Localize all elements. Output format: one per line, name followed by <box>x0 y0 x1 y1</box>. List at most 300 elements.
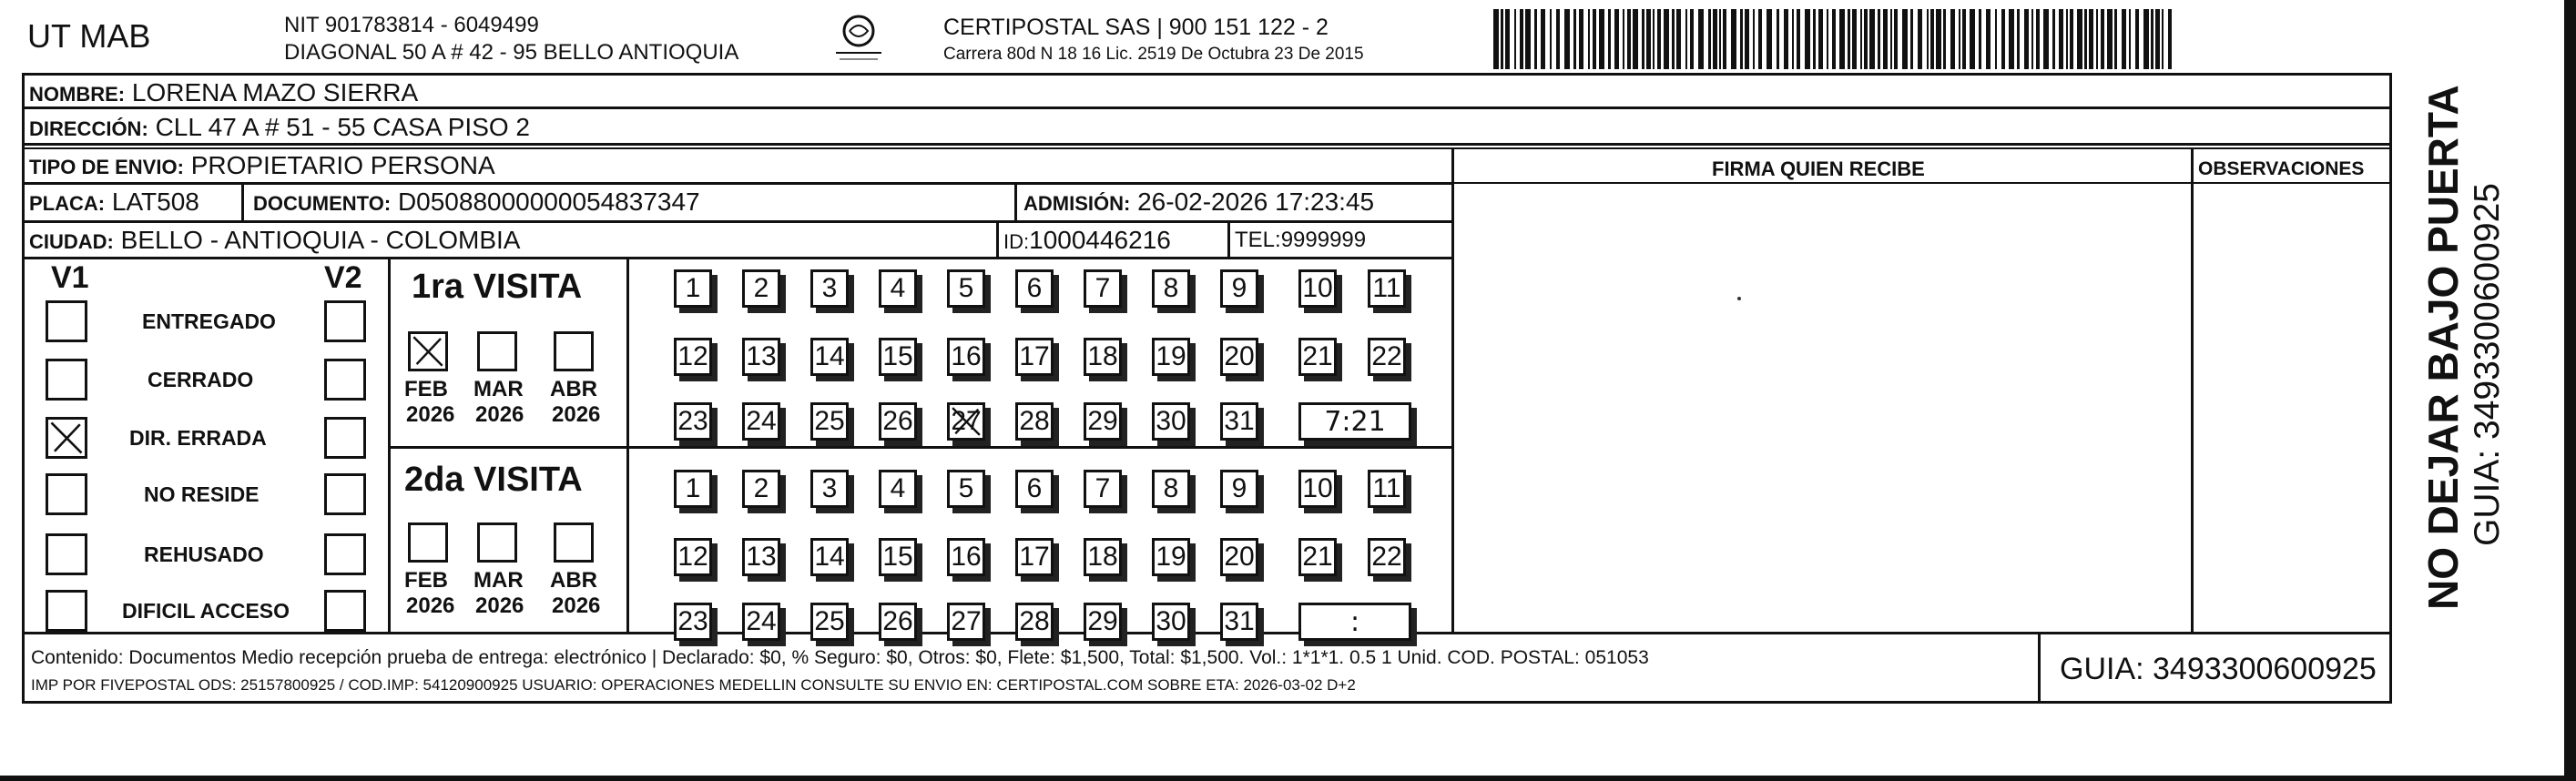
month-label: ABR <box>550 377 597 401</box>
day-box[interactable] <box>742 402 780 441</box>
day-number: 30 <box>1156 606 1186 636</box>
day-box[interactable] <box>742 470 780 508</box>
observaciones-header: OBSERVACIONES <box>2198 158 2365 179</box>
barcode-bar <box>2107 9 2113 69</box>
v1-checkbox[interactable] <box>46 473 87 515</box>
barcode-bar <box>1501 9 1503 69</box>
signature-dot <box>1737 297 1741 300</box>
barcode-bar <box>2052 9 2055 69</box>
barcode-bar <box>1646 9 1651 69</box>
day-box[interactable] <box>1368 269 1406 308</box>
day-number: 20 <box>1224 542 1255 572</box>
day-number: 1 <box>685 273 701 303</box>
barcode-bar <box>1869 9 1875 69</box>
day-box[interactable] <box>1298 470 1337 508</box>
month-checkbox-abr[interactable] <box>554 522 594 563</box>
day-number: 9 <box>1231 273 1247 303</box>
day-box[interactable] <box>1015 402 1054 441</box>
day-box[interactable] <box>1220 402 1258 441</box>
barcode-bar <box>1883 9 1888 69</box>
day-number: 15 <box>882 542 913 572</box>
barcode-bar <box>1550 9 1552 69</box>
barcode-bar <box>2036 9 2040 69</box>
observaciones-area[interactable] <box>2194 185 2388 631</box>
ciudad-label: CIUDAD: <box>29 230 114 253</box>
day-number: 26 <box>882 606 913 636</box>
barcode-bar <box>1878 9 1880 69</box>
day-number: 23 <box>677 606 708 636</box>
day-box[interactable] <box>947 470 985 508</box>
day-box[interactable] <box>947 269 985 308</box>
day-number: 9 <box>1231 473 1247 503</box>
day-box[interactable] <box>879 470 917 508</box>
barcode-bar <box>1805 9 1810 69</box>
month-label: MAR <box>473 377 524 401</box>
month-label: FEB <box>404 568 448 593</box>
day-number: 8 <box>1163 273 1179 303</box>
barcode-bar <box>1839 9 1845 69</box>
day-number: 7 <box>1095 273 1111 303</box>
barcode-bar <box>1832 9 1836 69</box>
barcode-bar <box>1599 9 1604 69</box>
day-box[interactable] <box>1220 470 1258 508</box>
day-number: 13 <box>746 542 777 572</box>
day-number: 11 <box>1372 473 1401 503</box>
day-box[interactable] <box>1368 538 1406 576</box>
footer-guia: GUIA: 3493300600925 <box>2060 652 2377 686</box>
placa-value: LAT508 <box>111 188 199 216</box>
barcode-bar <box>1758 9 1762 69</box>
v1-checkbox[interactable] <box>46 359 87 401</box>
day-box[interactable] <box>810 538 849 576</box>
barcode-bar <box>1708 9 1711 69</box>
barcode-bar <box>1505 9 1510 69</box>
day-box[interactable] <box>810 269 849 308</box>
day-number: 19 <box>1156 341 1186 371</box>
day-box[interactable] <box>947 338 985 376</box>
day-number: 5 <box>958 473 974 503</box>
id-value: 1000446216 <box>1029 226 1171 254</box>
day-box[interactable] <box>1220 269 1258 308</box>
day-number: 11 <box>1372 273 1401 303</box>
day-number: 29 <box>1087 606 1118 636</box>
day-box[interactable] <box>879 402 917 441</box>
placa-label: PLACA: <box>29 192 106 215</box>
barcode-bar <box>1813 9 1816 69</box>
status-label: CERRADO <box>148 368 254 391</box>
company-nit: NIT 901783814 - 6049499 <box>284 13 539 37</box>
day-box[interactable] <box>1298 538 1337 576</box>
admision-value: 26-02-2026 17:23:45 <box>1137 188 1375 216</box>
status-label: NO RESIDE <box>144 482 260 506</box>
certipostal-logo <box>809 11 909 64</box>
v1-checkbox[interactable] <box>46 590 87 632</box>
barcode-bar <box>1514 9 1516 69</box>
v1-label: V1 <box>51 260 89 295</box>
day-box[interactable] <box>1084 402 1122 441</box>
year-label: 2026 <box>552 593 601 618</box>
barcode-bar <box>1797 9 1800 69</box>
barcode-bar <box>1564 9 1570 69</box>
barcode-bar <box>1890 9 1892 69</box>
month-label: FEB <box>404 377 448 401</box>
nombre-value: LORENA MAZO SIERRA <box>131 78 419 106</box>
barcode-bar <box>1657 9 1661 69</box>
day-box[interactable] <box>1084 470 1122 508</box>
barcode-bar <box>2089 9 2093 69</box>
day-number: 26 <box>882 406 913 436</box>
barcode-bar <box>1541 9 1545 69</box>
day-number: 23 <box>677 406 708 436</box>
day-box[interactable] <box>879 603 917 641</box>
nombre-label: NOMBRE: <box>29 83 126 106</box>
v1-checkbox[interactable] <box>46 300 87 342</box>
day-number: 17 <box>1019 542 1050 572</box>
day-box[interactable] <box>674 538 712 576</box>
day-box[interactable] <box>1084 538 1122 576</box>
day-number: 25 <box>814 406 845 436</box>
day-number: 22 <box>1371 341 1402 371</box>
day-box[interactable] <box>674 470 712 508</box>
barcode-bar <box>1676 9 1681 69</box>
barcode-bar <box>1927 9 1929 69</box>
barcode-bar <box>1623 9 1624 69</box>
carrier-license: Carrera 80d N 18 16 Lic. 2519 De Octubra 23 De 2015 <box>943 45 1364 64</box>
barcode-bar <box>1962 9 1966 69</box>
documento-value: D05088000000054837347 <box>397 188 700 216</box>
barcode-bar <box>2168 9 2172 69</box>
tipo-label: TIPO DE ENVIO: <box>29 156 184 178</box>
barcode-bar <box>1777 9 1779 69</box>
day-box[interactable] <box>674 402 712 441</box>
barcode-bar <box>1520 9 1523 69</box>
day-box[interactable] <box>1152 470 1190 508</box>
barcode-bar <box>1745 9 1749 69</box>
day-number: 5 <box>958 273 974 303</box>
status-label: DIR. ERRADA <box>129 426 267 450</box>
day-number: 10 <box>1302 273 1333 303</box>
barcode-bar <box>2101 9 2104 69</box>
id-label: ID: <box>1003 230 1030 253</box>
day-number: 14 <box>814 341 845 371</box>
second-visit-title: 2da VISITA <box>404 461 583 499</box>
v2-checkbox[interactable] <box>324 417 366 459</box>
v2-checkbox[interactable] <box>324 533 366 575</box>
barcode-bar <box>1690 9 1694 69</box>
day-number: 3 <box>821 273 838 303</box>
day-number: 14 <box>814 542 845 572</box>
v1-checkbox[interactable] <box>46 417 87 459</box>
barcode-bar <box>1864 9 1868 69</box>
day-number: 7 <box>1095 473 1111 503</box>
day-number: 13 <box>746 341 777 371</box>
barcode-bar <box>1784 9 1788 69</box>
day-box[interactable] <box>879 269 917 308</box>
direccion-value: CLL 47 A # 51 - 55 CASA PISO 2 <box>155 113 531 141</box>
barcode-bar <box>1852 9 1857 69</box>
day-number: 4 <box>890 273 906 303</box>
day-box[interactable] <box>1368 470 1406 508</box>
ciudad-value: BELLO - ANTIOQUIA - COLOMBIA <box>120 226 521 254</box>
time-value: 7:21 <box>1324 405 1386 438</box>
day-box[interactable] <box>810 603 849 641</box>
documento-row <box>253 189 700 215</box>
day-box[interactable] <box>1015 538 1054 576</box>
day-number: 18 <box>1087 542 1118 572</box>
barcode-bar <box>2151 9 2153 69</box>
barcode-bar <box>2162 9 2164 69</box>
month-checkbox-mar[interactable] <box>477 331 517 371</box>
barcode-bar <box>1713 9 1717 69</box>
day-box[interactable] <box>1220 603 1258 641</box>
day-number: 24 <box>746 606 777 636</box>
day-box[interactable] <box>674 338 712 376</box>
month-checkbox-mar[interactable] <box>477 522 517 563</box>
company-name: UT MAB <box>27 17 151 55</box>
status-label: DIFICIL ACCESO <box>122 599 290 623</box>
barcode-bar <box>1588 9 1590 69</box>
tipo-value: PROPIETARIO PERSONA <box>190 151 495 179</box>
barcode-bar <box>2129 9 2131 69</box>
day-number: 31 <box>1224 606 1255 636</box>
day-box[interactable] <box>1015 470 1054 508</box>
side-warning: NO DEJAR BAJO PUERTA <box>2419 85 2467 610</box>
v2-checkbox[interactable] <box>324 359 366 401</box>
day-number: 31 <box>1224 406 1255 436</box>
barcode-bar <box>2135 9 2139 69</box>
day-number: 2 <box>753 473 769 503</box>
barcode-bar <box>1627 9 1631 69</box>
barcode-bar <box>1943 9 1946 69</box>
day-box[interactable] <box>1368 338 1406 376</box>
barcode-bar <box>1792 9 1794 69</box>
day-box[interactable] <box>1298 269 1337 308</box>
barcode-bar <box>2122 9 2126 69</box>
day-box[interactable] <box>1152 338 1190 376</box>
day-number: 20 <box>1224 341 1255 371</box>
company-address: DIAGONAL 50 A # 42 - 95 BELLO ANTIOQUIA <box>284 40 739 65</box>
day-number: 29 <box>1087 406 1118 436</box>
day-box[interactable] <box>674 269 712 308</box>
day-box[interactable] <box>947 538 985 576</box>
barcode-bar <box>2024 9 2029 69</box>
barcode-bar <box>1672 9 1675 69</box>
barcode-bar <box>2114 9 2117 69</box>
day-number: 15 <box>882 341 913 371</box>
barcode-bar <box>1556 9 1560 69</box>
admision-label: ADMISIÓN: <box>1023 192 1131 215</box>
carrier-name: CERTIPOSTAL SAS | 900 151 122 - 2 <box>943 15 1329 40</box>
day-number: 24 <box>746 406 777 436</box>
admision-row <box>1023 189 1374 215</box>
ciudad-row <box>29 228 520 253</box>
year-label: 2026 <box>475 593 524 618</box>
day-box[interactable] <box>674 603 712 641</box>
day-box[interactable] <box>742 538 780 576</box>
v2-checkbox[interactable] <box>324 590 366 632</box>
direccion-row <box>29 115 530 140</box>
day-number: 3 <box>821 473 838 503</box>
barcode-bar <box>1493 9 1499 69</box>
day-box[interactable] <box>1152 269 1190 308</box>
day-box[interactable] <box>810 470 849 508</box>
day-number: 16 <box>951 542 982 572</box>
side-text <box>2404 82 2550 610</box>
barcode-bar <box>1653 9 1655 69</box>
signature-area[interactable] <box>1454 185 2190 631</box>
v1-checkbox[interactable] <box>46 533 87 575</box>
barcode-bar <box>1579 9 1583 69</box>
day-box[interactable] <box>742 269 780 308</box>
day-number: 25 <box>814 606 845 636</box>
day-number: 16 <box>951 341 982 371</box>
day-box[interactable] <box>1220 338 1258 376</box>
month-label: ABR <box>550 568 597 593</box>
barcode-bar <box>1767 9 1772 69</box>
day-number: 27 <box>951 406 982 436</box>
barcode-bar <box>1959 9 1960 69</box>
barcode-bar <box>1685 9 1687 69</box>
day-box[interactable] <box>879 338 917 376</box>
day-number: 12 <box>677 542 708 572</box>
barcode-bar <box>1664 9 1669 69</box>
v2-label: V2 <box>324 260 362 295</box>
day-number: 2 <box>753 273 769 303</box>
day-box[interactable] <box>1015 338 1054 376</box>
v2-checkbox[interactable] <box>324 473 366 515</box>
day-number: 4 <box>890 473 906 503</box>
barcode-bar <box>2059 9 2063 69</box>
barcode-bar <box>2084 9 2087 69</box>
barcode-bar <box>1818 9 1823 69</box>
year-label: 2026 <box>406 593 455 618</box>
barcode-bar <box>1950 9 1955 69</box>
barcode-bar <box>2070 9 2073 69</box>
day-box[interactable] <box>1152 402 1190 441</box>
barcode-bar <box>1979 9 1981 69</box>
barcode-bar <box>2001 9 2005 69</box>
barcode-bar <box>1642 9 1644 69</box>
barcode-bar <box>1860 9 1862 69</box>
barcode-bar <box>1740 9 1743 69</box>
day-box[interactable] <box>742 338 780 376</box>
barcode <box>1493 9 2176 69</box>
documento-label: DOCUMENTO: <box>253 192 392 215</box>
tel-value: 9999999 <box>1280 228 1367 252</box>
barcode-bar <box>2077 9 2082 69</box>
day-box[interactable] <box>1015 269 1054 308</box>
day-number: 19 <box>1156 542 1186 572</box>
barcode-bar <box>1848 9 1850 69</box>
day-box[interactable] <box>879 538 917 576</box>
day-box[interactable] <box>742 603 780 641</box>
barcode-bar <box>2066 9 2068 69</box>
barcode-bar <box>1995 9 1997 69</box>
barcode-bar <box>1608 9 1611 69</box>
first-visit-title: 1ra VISITA <box>412 268 583 306</box>
barcode-bar <box>1593 9 1596 69</box>
barcode-bar <box>2009 9 2014 69</box>
day-number: 21 <box>1302 341 1333 371</box>
barcode-bar <box>1525 9 1531 69</box>
month-checkbox-feb[interactable] <box>408 331 448 371</box>
year-label: 2026 <box>406 402 455 427</box>
day-number: 6 <box>1026 273 1043 303</box>
tipo-row <box>29 153 495 178</box>
day-number: 17 <box>1019 341 1050 371</box>
day-number: 21 <box>1302 542 1333 572</box>
tel-label: TEL: <box>1235 228 1281 252</box>
day-box[interactable] <box>1152 538 1190 576</box>
barcode-bar <box>1910 9 1913 69</box>
direccion-label: DIRECCIÓN: <box>29 117 148 140</box>
barcode-bar <box>1970 9 1975 69</box>
month-checkbox-feb[interactable] <box>408 522 448 563</box>
day-number: 28 <box>1019 406 1050 436</box>
barcode-bar <box>1753 9 1755 69</box>
month-checkbox-abr[interactable] <box>554 331 594 371</box>
barcode-bar <box>1930 9 1934 69</box>
day-box[interactable] <box>1015 603 1054 641</box>
tel-row <box>1235 229 1366 251</box>
day-box[interactable] <box>947 402 985 441</box>
year-label: 2026 <box>475 402 524 427</box>
barcode-bar <box>1902 9 1908 69</box>
footer-imp: IMP POR FIVEPOSTAL ODS: 25157800925 / COD.IMP: 54120900925 USUARIO: OPERACIONES MEDELLIN CONSULTE SU ENVIO EN: CERTIPOSTAL.COM SOBRE ETA: 2026-03-02 D+2 <box>31 676 1356 694</box>
barcode-bar <box>1698 9 1704 69</box>
year-label: 2026 <box>552 402 601 427</box>
barcode-bar <box>1918 9 1922 69</box>
day-box[interactable] <box>1084 269 1122 308</box>
barcode-bar <box>1894 9 1898 69</box>
time-box[interactable] <box>1298 402 1411 441</box>
day-box[interactable] <box>1084 603 1122 641</box>
day-box[interactable] <box>1298 338 1337 376</box>
day-number: 27 <box>951 606 982 636</box>
placa-row <box>29 189 199 215</box>
day-number: 30 <box>1156 406 1186 436</box>
day-box[interactable] <box>810 402 849 441</box>
day-box[interactable] <box>810 338 849 376</box>
nombre-row <box>29 80 418 106</box>
barcode-bar <box>1719 9 1721 69</box>
day-number: 28 <box>1019 606 1050 636</box>
day-box[interactable] <box>1084 338 1122 376</box>
barcode-bar <box>2096 9 2098 69</box>
side-guia: GUIA: 3493300600925 <box>2468 183 2507 546</box>
v2-checkbox[interactable] <box>324 300 366 342</box>
day-box[interactable] <box>1152 603 1190 641</box>
month-label: MAR <box>473 568 524 593</box>
id-row <box>1003 228 1171 253</box>
barcode-bar <box>1986 9 1991 69</box>
footer-contenido: Contenido: Documentos Medio recepción prueba de entrega: electrónico | Declarado: $0, % Seguro: $0, Otros: $0, Flete: $1,500, Total: $1,500. Vol.: 1*1*1. 0.5 1 Unid. COD. POSTAL: 051053 <box>31 647 1649 668</box>
day-number: 1 <box>685 473 701 503</box>
day-box[interactable] <box>947 603 985 641</box>
barcode-bar <box>2017 9 2020 69</box>
barcode-bar <box>1573 9 1576 69</box>
barcode-bar <box>1534 9 1537 69</box>
barcode-bar <box>1614 9 1619 69</box>
day-box[interactable] <box>1220 538 1258 576</box>
time-value: : <box>1349 605 1360 638</box>
time-box[interactable] <box>1298 603 1411 641</box>
day-number: 18 <box>1087 341 1118 371</box>
day-number: 10 <box>1302 473 1333 503</box>
barcode-bar <box>2031 9 2033 69</box>
barcode-bar <box>1731 9 1736 69</box>
day-number: 22 <box>1371 542 1402 572</box>
